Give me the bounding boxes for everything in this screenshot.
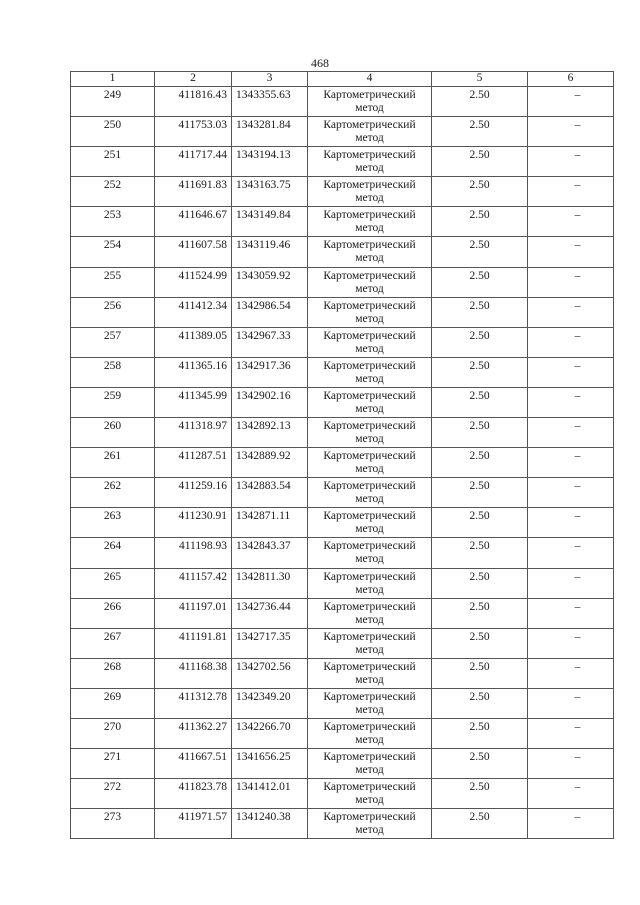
note-cell: –: [528, 147, 614, 177]
table-row: [71, 598, 614, 628]
accuracy-cell: 2.50: [432, 237, 528, 267]
method-cell: Картометрический метод: [308, 478, 432, 508]
accuracy-cell: 2.50: [432, 538, 528, 568]
point-number-cell: 264: [71, 538, 155, 568]
point-number-cell: 263: [71, 508, 155, 538]
x-coordinate-cell: 411312.78: [155, 688, 232, 718]
y-coordinate-cell: 1342871.11: [232, 508, 308, 538]
table-row: [71, 508, 614, 538]
y-coordinate-cell: 1342717.35: [232, 628, 308, 658]
accuracy-cell: 2.50: [432, 177, 528, 207]
table-row: [71, 568, 614, 598]
accuracy-cell: 2.50: [432, 147, 528, 177]
x-coordinate-cell: 411198.93: [155, 538, 232, 568]
x-coordinate-cell: 411971.57: [155, 809, 232, 839]
x-coordinate-cell: 411197.01: [155, 598, 232, 628]
x-coordinate-cell: 411230.91: [155, 508, 232, 538]
method-cell: Картометрический метод: [308, 237, 432, 267]
method-cell: Картометрический метод: [308, 87, 432, 117]
x-coordinate-cell: 411753.03: [155, 117, 232, 147]
note-cell: –: [528, 387, 614, 417]
header-cell: 6: [528, 72, 614, 87]
y-coordinate-cell: 1343149.84: [232, 207, 308, 237]
method-cell: Картометрический метод: [308, 418, 432, 448]
note-cell: –: [528, 538, 614, 568]
method-cell: Картометрический метод: [308, 267, 432, 297]
y-coordinate-cell: 1343163.75: [232, 177, 308, 207]
note-cell: –: [528, 87, 614, 117]
table-row: [71, 387, 614, 417]
point-number-cell: 265: [71, 568, 155, 598]
x-coordinate-cell: 411667.51: [155, 749, 232, 779]
accuracy-cell: 2.50: [432, 448, 528, 478]
x-coordinate-cell: 411691.83: [155, 177, 232, 207]
method-cell: Картометрический метод: [308, 448, 432, 478]
point-number-cell: 251: [71, 147, 155, 177]
table-row: [71, 87, 614, 117]
x-coordinate-cell: 411318.97: [155, 418, 232, 448]
method-cell: Картометрический метод: [308, 568, 432, 598]
accuracy-cell: 2.50: [432, 658, 528, 688]
note-cell: –: [528, 177, 614, 207]
accuracy-cell: 2.50: [432, 87, 528, 117]
point-number-cell: 272: [71, 779, 155, 809]
table-row: [71, 267, 614, 297]
x-coordinate-cell: 411191.81: [155, 628, 232, 658]
table-row: [71, 237, 614, 267]
point-number-cell: 266: [71, 598, 155, 628]
note-cell: –: [528, 568, 614, 598]
y-coordinate-cell: 1342811.30: [232, 568, 308, 598]
point-number-cell: 257: [71, 327, 155, 357]
y-coordinate-cell: 1342349.20: [232, 688, 308, 718]
method-cell: Картометрический метод: [308, 117, 432, 147]
y-coordinate-cell: 1343194.13: [232, 147, 308, 177]
y-coordinate-cell: 1342917.36: [232, 357, 308, 387]
accuracy-cell: 2.50: [432, 779, 528, 809]
point-number-cell: 269: [71, 688, 155, 718]
y-coordinate-cell: 1342889.92: [232, 448, 308, 478]
table-row: [71, 749, 614, 779]
accuracy-cell: 2.50: [432, 297, 528, 327]
method-cell: Картометрический метод: [308, 327, 432, 357]
point-number-cell: 273: [71, 809, 155, 839]
x-coordinate-cell: 411607.58: [155, 237, 232, 267]
point-number-cell: 254: [71, 237, 155, 267]
accuracy-cell: 2.50: [432, 207, 528, 237]
table-row: [71, 688, 614, 718]
method-cell: Картометрический метод: [308, 508, 432, 538]
x-coordinate-cell: 411157.42: [155, 568, 232, 598]
page-number: 468: [311, 56, 329, 70]
method-cell: Картометрический метод: [308, 658, 432, 688]
header-cell: 5: [432, 72, 528, 87]
note-cell: –: [528, 267, 614, 297]
x-coordinate-cell: 411646.67: [155, 207, 232, 237]
accuracy-cell: 2.50: [432, 327, 528, 357]
table-row: [71, 207, 614, 237]
accuracy-cell: 2.50: [432, 809, 528, 839]
accuracy-cell: 2.50: [432, 568, 528, 598]
x-coordinate-cell: 411524.99: [155, 267, 232, 297]
x-coordinate-cell: 411717.44: [155, 147, 232, 177]
note-cell: –: [528, 237, 614, 267]
x-coordinate-cell: 411362.27: [155, 718, 232, 748]
note-cell: –: [528, 628, 614, 658]
x-coordinate-cell: 411287.51: [155, 448, 232, 478]
table-row: [71, 628, 614, 658]
y-coordinate-cell: 1342266.70: [232, 718, 308, 748]
method-cell: Картометрический метод: [308, 147, 432, 177]
note-cell: –: [528, 478, 614, 508]
accuracy-cell: 2.50: [432, 688, 528, 718]
note-cell: –: [528, 117, 614, 147]
x-coordinate-cell: 411259.16: [155, 478, 232, 508]
point-number-cell: 249: [71, 87, 155, 117]
method-cell: Картометрический метод: [308, 538, 432, 568]
note-cell: –: [528, 448, 614, 478]
point-number-cell: 261: [71, 448, 155, 478]
point-number-cell: 250: [71, 117, 155, 147]
y-coordinate-cell: 1342986.54: [232, 297, 308, 327]
y-coordinate-cell: 1342843.37: [232, 538, 308, 568]
table-row: [71, 718, 614, 748]
accuracy-cell: 2.50: [432, 508, 528, 538]
accuracy-cell: 2.50: [432, 628, 528, 658]
y-coordinate-cell: 1342892.13: [232, 418, 308, 448]
table-row: [71, 809, 614, 839]
y-coordinate-cell: 1342902.16: [232, 387, 308, 417]
note-cell: –: [528, 718, 614, 748]
point-number-cell: 253: [71, 207, 155, 237]
point-number-cell: 268: [71, 658, 155, 688]
note-cell: –: [528, 598, 614, 628]
header-cell: 2: [155, 72, 232, 87]
note-cell: –: [528, 418, 614, 448]
table-row: [71, 147, 614, 177]
point-number-cell: 252: [71, 177, 155, 207]
header-cell: 3: [232, 72, 308, 87]
y-coordinate-cell: 1342883.54: [232, 478, 308, 508]
x-coordinate-cell: 411389.05: [155, 327, 232, 357]
x-coordinate-cell: 411412.34: [155, 297, 232, 327]
x-coordinate-cell: 411168.38: [155, 658, 232, 688]
method-cell: Картометрический метод: [308, 598, 432, 628]
table-row: [71, 177, 614, 207]
x-coordinate-cell: 411823.78: [155, 779, 232, 809]
y-coordinate-cell: 1341240.38: [232, 809, 308, 839]
table-row: [71, 327, 614, 357]
table-row: [71, 779, 614, 809]
y-coordinate-cell: 1342736.44: [232, 598, 308, 628]
point-number-cell: 260: [71, 418, 155, 448]
accuracy-cell: 2.50: [432, 478, 528, 508]
y-coordinate-cell: 1341412.01: [232, 779, 308, 809]
method-cell: Картометрический метод: [308, 387, 432, 417]
method-cell: Картометрический метод: [308, 628, 432, 658]
accuracy-cell: 2.50: [432, 598, 528, 628]
point-number-cell: 262: [71, 478, 155, 508]
accuracy-cell: 2.50: [432, 749, 528, 779]
method-cell: Картометрический метод: [308, 177, 432, 207]
note-cell: –: [528, 327, 614, 357]
y-coordinate-cell: 1343059.92: [232, 267, 308, 297]
method-cell: Картометрический метод: [308, 718, 432, 748]
point-number-cell: 267: [71, 628, 155, 658]
note-cell: –: [528, 207, 614, 237]
table-body: [71, 87, 614, 839]
x-coordinate-cell: 411345.99: [155, 387, 232, 417]
note-cell: –: [528, 688, 614, 718]
method-cell: Картометрический метод: [308, 749, 432, 779]
note-cell: –: [528, 749, 614, 779]
table-row: [71, 478, 614, 508]
header-cell: 4: [308, 72, 432, 87]
accuracy-cell: 2.50: [432, 267, 528, 297]
accuracy-cell: 2.50: [432, 117, 528, 147]
table-row: [71, 658, 614, 688]
y-coordinate-cell: 1342967.33: [232, 327, 308, 357]
coordinates-table: [70, 71, 614, 839]
header-row: [71, 72, 614, 87]
table-row: [71, 418, 614, 448]
note-cell: –: [528, 658, 614, 688]
point-number-cell: 259: [71, 387, 155, 417]
table-row: [71, 357, 614, 387]
note-cell: –: [528, 508, 614, 538]
note-cell: –: [528, 357, 614, 387]
y-coordinate-cell: 1343355.63: [232, 87, 308, 117]
method-cell: Картометрический метод: [308, 809, 432, 839]
table-row: [71, 448, 614, 478]
y-coordinate-cell: 1341656.25: [232, 749, 308, 779]
method-cell: Картометрический метод: [308, 297, 432, 327]
header-cell: 1: [71, 72, 155, 87]
accuracy-cell: 2.50: [432, 387, 528, 417]
method-cell: Картометрический метод: [308, 357, 432, 387]
point-number-cell: 271: [71, 749, 155, 779]
point-number-cell: 258: [71, 357, 155, 387]
y-coordinate-cell: 1342702.56: [232, 658, 308, 688]
x-coordinate-cell: 411365.16: [155, 357, 232, 387]
note-cell: –: [528, 297, 614, 327]
y-coordinate-cell: 1343119.46: [232, 237, 308, 267]
table-row: [71, 538, 614, 568]
method-cell: Картометрический метод: [308, 779, 432, 809]
y-coordinate-cell: 1343281.84: [232, 117, 308, 147]
point-number-cell: 256: [71, 297, 155, 327]
accuracy-cell: 2.50: [432, 718, 528, 748]
method-cell: Картометрический метод: [308, 688, 432, 718]
note-cell: –: [528, 809, 614, 839]
method-cell: Картометрический метод: [308, 207, 432, 237]
accuracy-cell: 2.50: [432, 418, 528, 448]
accuracy-cell: 2.50: [432, 357, 528, 387]
point-number-cell: 255: [71, 267, 155, 297]
table-row: [71, 117, 614, 147]
point-number-cell: 270: [71, 718, 155, 748]
table-row: [71, 297, 614, 327]
note-cell: –: [528, 779, 614, 809]
x-coordinate-cell: 411816.43: [155, 87, 232, 117]
